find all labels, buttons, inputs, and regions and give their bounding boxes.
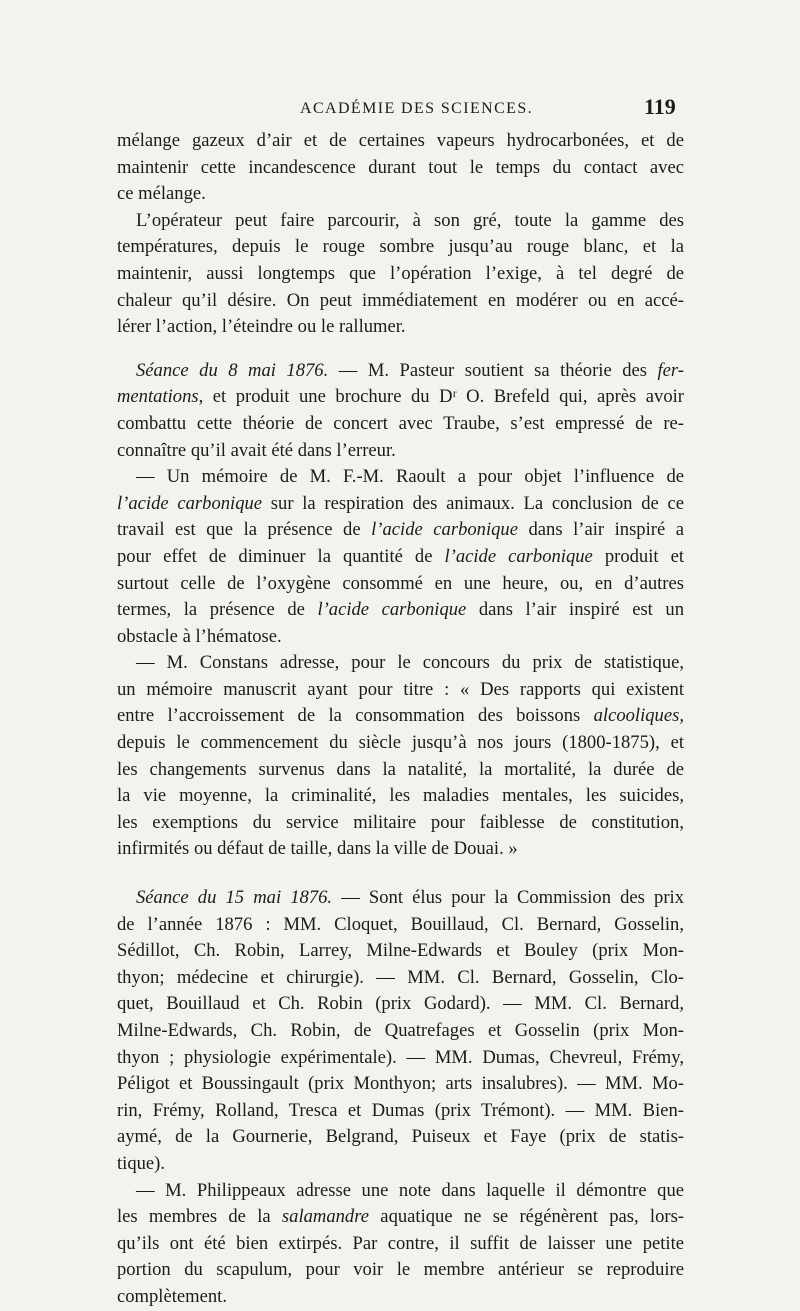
text-line: — M. Constans adresse, pour le concours du prix de statistique,	[136, 652, 684, 674]
text-line: qu’ils ont été bien extirpés. Par contre, il suffit de laisser une petite	[117, 1232, 684, 1254]
text-line: — M. Philippeaux adresse une note dans laquelle il démontre que	[136, 1179, 684, 1201]
text-line: quet, Bouillaud et Ch. Robin (prix Godard). — MM. Cl. Bernard,	[117, 993, 684, 1015]
text-span: aquatique ne se régénèrent pas, lors-	[369, 1206, 684, 1228]
text-line: portion du scapulum, pour voir le membre antérieur se reproduire	[117, 1259, 684, 1281]
text-line: — Un mémoire de M. F.-M. Raoult a pour objet l’influence de	[136, 466, 684, 488]
text-line: lérer l’action, l’éteindre ou le rallumer.	[117, 316, 406, 338]
text-line: de l’année 1876 : MM. Cloquet, Bouillaud, Cl. Bernard, Gosselin,	[117, 913, 684, 935]
text-line: Péligot et Boussingault (prix Monthyon; arts insalubres). — MM. Mo-	[117, 1073, 684, 1095]
text-line: L’opérateur peut faire parcourir, à son gré, toute la gamme des	[136, 209, 684, 231]
emphasis: l’acide carbonique	[371, 519, 518, 541]
text-line: les changements survenus dans la natalité, la mortalité, la durée de	[117, 758, 684, 780]
emphasis: mentations	[117, 386, 199, 408]
text-line: ce mélange.	[117, 183, 206, 205]
text-line	[117, 358, 684, 385]
seance-label: Séance du 8 mai 1876.	[136, 359, 329, 381]
text-line	[117, 1204, 684, 1231]
text-line	[117, 491, 684, 518]
text-line: thyon; médecine et chirurgie). — MM. Cl. Bernard, Gosselin, Clo-	[117, 966, 684, 988]
text-line: rin, Frémy, Rolland, Tresca et Dumas (prix Trémont). — MM. Bien-	[117, 1099, 684, 1121]
text-line	[117, 597, 684, 624]
text-line: mélange gazeux d’air et de certaines vapeurs hydrocarbonées, et de	[117, 130, 684, 151]
text-span: sur la respiration des animaux. La conclusion de ce	[262, 492, 684, 514]
text-line: chaleur qu’il désire. On peut immédiatement en modérer ou en accé-	[117, 289, 684, 311]
emphasis: alcooliques	[593, 705, 680, 727]
text-span: — Sont élus pour la Commission des prix	[332, 887, 684, 909]
text-span: produit et	[592, 545, 684, 567]
text-line: complètement.	[117, 1285, 227, 1307]
body-text	[117, 128, 684, 1311]
text-span: termes, la présence de	[117, 599, 318, 621]
emphasis: salamandre	[281, 1206, 370, 1228]
text-line: depuis le commencement du siècle jusqu’à nos jours (1800-1875), et	[117, 732, 684, 754]
text-line: maintenir, aussi longtemps que l’opération l’exige, à tel degré de	[117, 262, 684, 284]
text-line	[117, 384, 684, 411]
header-title: ACADÉMIE DES SCIENCES.	[300, 100, 534, 117]
emphasis: l’acide carbonique	[444, 545, 593, 567]
text-line: combattu cette théorie de concert avec Traube, s’est empressé de re-	[117, 412, 684, 434]
text-line: surtout celle de l’oxygène consommé en une heure, ou, en d’autres	[117, 572, 684, 594]
page-number: 119	[644, 94, 676, 119]
text-line: aymé, de la Gournerie, Belgrand, Puiseux et Faye (prix de statis-	[117, 1126, 684, 1148]
text-line: les exemptions du service militaire pour faiblesse de constitution,	[117, 811, 684, 833]
text-span: les membres de la	[117, 1206, 282, 1228]
text-line: Milne-Edwards, Ch. Robin, de Quatrefages et Gosselin (prix Mon-	[117, 1020, 684, 1041]
text-line: tique).	[117, 1152, 166, 1174]
text-line: connaître qu’il avait été dans l’erreur.	[117, 439, 396, 461]
text-span: entre l’accroissement de la consommation des boissons	[117, 705, 594, 727]
text-line: maintenir cette incandescence durant tout le temps du contact avec	[117, 156, 684, 178]
text-line: la vie moyenne, la criminalité, les maladies mentales, les suicides,	[117, 785, 684, 807]
text-line: un mémoire manuscrit ayant pour titre : « Des rapports qui existent	[117, 678, 684, 700]
seance-label: Séance du 15 mai 1876.	[136, 887, 333, 909]
text-line	[117, 544, 684, 571]
text-span: dans l’air inspiré est un	[466, 599, 684, 621]
text-line	[117, 885, 684, 912]
text-line: températures, depuis le rouge sombre jusqu’au rouge blanc, et la	[117, 236, 684, 258]
running-header	[0, 94, 800, 122]
text-line	[117, 703, 684, 730]
text-span: dans l’air inspiré a	[517, 519, 684, 541]
emphasis: l’acide carbonique	[117, 492, 263, 514]
text-span: pour effet de diminuer la quantité de	[117, 545, 445, 567]
text-span: — M. Pasteur soutient sa théorie des	[328, 359, 658, 381]
text-line: thyon ; physiologie expérimentale). — MM. Dumas, Chevreul, Frémy,	[117, 1046, 684, 1068]
text-line: obstacle à l’hématose.	[117, 625, 282, 647]
text-line: infirmités ou défaut de taille, dans la ville de Douai. »	[117, 838, 518, 860]
text-span: , et produit une brochure du Dʳ O. Brefeld qui, après avoir	[198, 386, 684, 408]
emphasis: fer-	[657, 359, 684, 381]
text-span: travail est que la présence de	[117, 519, 372, 541]
emphasis: l’acide carbonique	[317, 599, 467, 621]
text-span: ,	[679, 705, 684, 727]
text-line	[117, 517, 684, 544]
text-line: Sédillot, Ch. Robin, Larrey, Milne-Edwards et Bouley (prix Mon-	[117, 940, 684, 962]
